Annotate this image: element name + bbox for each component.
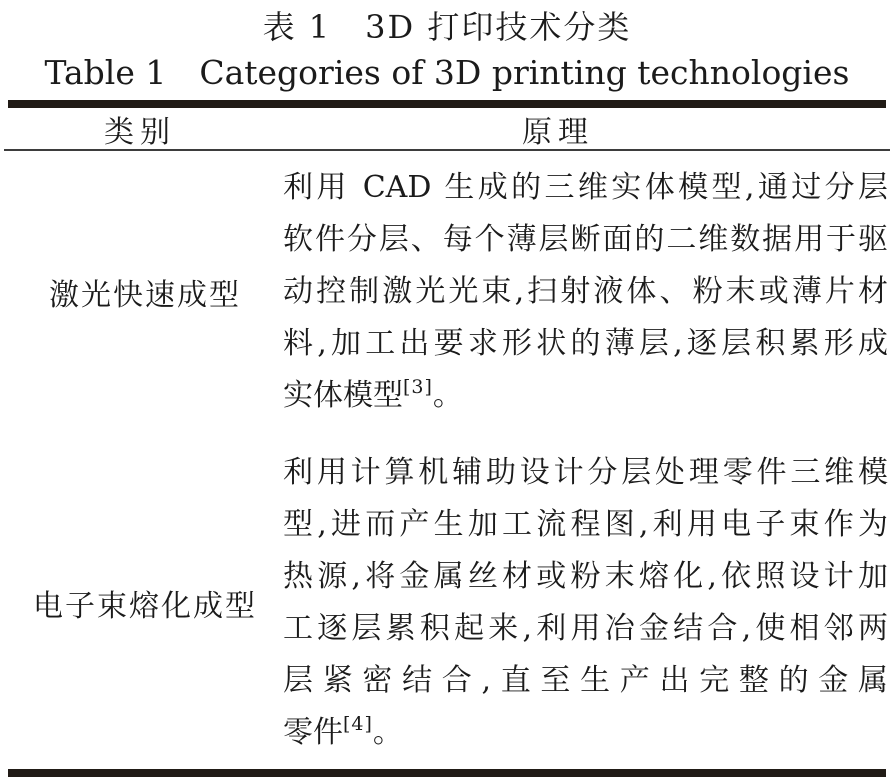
principle-line-last — [283, 370, 888, 422]
principle-line: 利用计算机辅助设计分层处理零件三维模 — [283, 455, 888, 490]
citation-ref-3: [3] — [403, 376, 433, 398]
table-row-laser — [0, 162, 894, 422]
header-divider-rule — [4, 149, 890, 151]
principle-cell-laser — [283, 162, 888, 422]
category-cell-laser: 激光快速成型 — [49, 278, 241, 313]
sentence-period: 。 — [372, 715, 403, 750]
principle-line: 利用 CAD 生成的三维实体模型,通过分层 — [283, 170, 888, 205]
last-line-text: 实体模型 — [283, 378, 403, 413]
principle-line: 型,进而产生加工流程图,利用电子束作为 — [283, 507, 888, 542]
principle-line: 热源,将金属丝材或粉末熔化,依照设计加 — [283, 559, 888, 594]
header-category: 类别 — [104, 114, 176, 150]
citation-ref-4: [4] — [343, 713, 373, 735]
principle-line: 层紧密结合,直至生产出完整的金属 — [283, 663, 888, 698]
principle-line: 工逐层累积起来,利用冶金结合,使相邻两 — [283, 611, 888, 646]
table-row-ebeam — [0, 447, 894, 759]
header-principle: 原理 — [522, 114, 594, 150]
table-header-row — [0, 108, 894, 149]
principle-line: 动控制激光光束,扫射液体、粉末或薄片材 — [283, 274, 888, 309]
principle-line: 料,加工出要求形状的薄层,逐层积累形成 — [283, 326, 888, 361]
last-line-text: 零件 — [283, 715, 343, 750]
sentence-period: 。 — [432, 378, 463, 413]
principle-line: 软件分层、每个薄层断面的二维数据用于驱 — [283, 222, 888, 257]
table-title-zh: 表 1 3D 打印技术分类 — [262, 8, 632, 46]
category-cell-ebeam: 电子束熔化成型 — [33, 589, 257, 624]
principle-cell-ebeam — [283, 447, 888, 759]
principle-line-last — [283, 707, 888, 759]
table-title-en: Table 1 Categories of 3D printing technologies — [44, 53, 850, 92]
table-bottom-rule — [8, 769, 886, 777]
